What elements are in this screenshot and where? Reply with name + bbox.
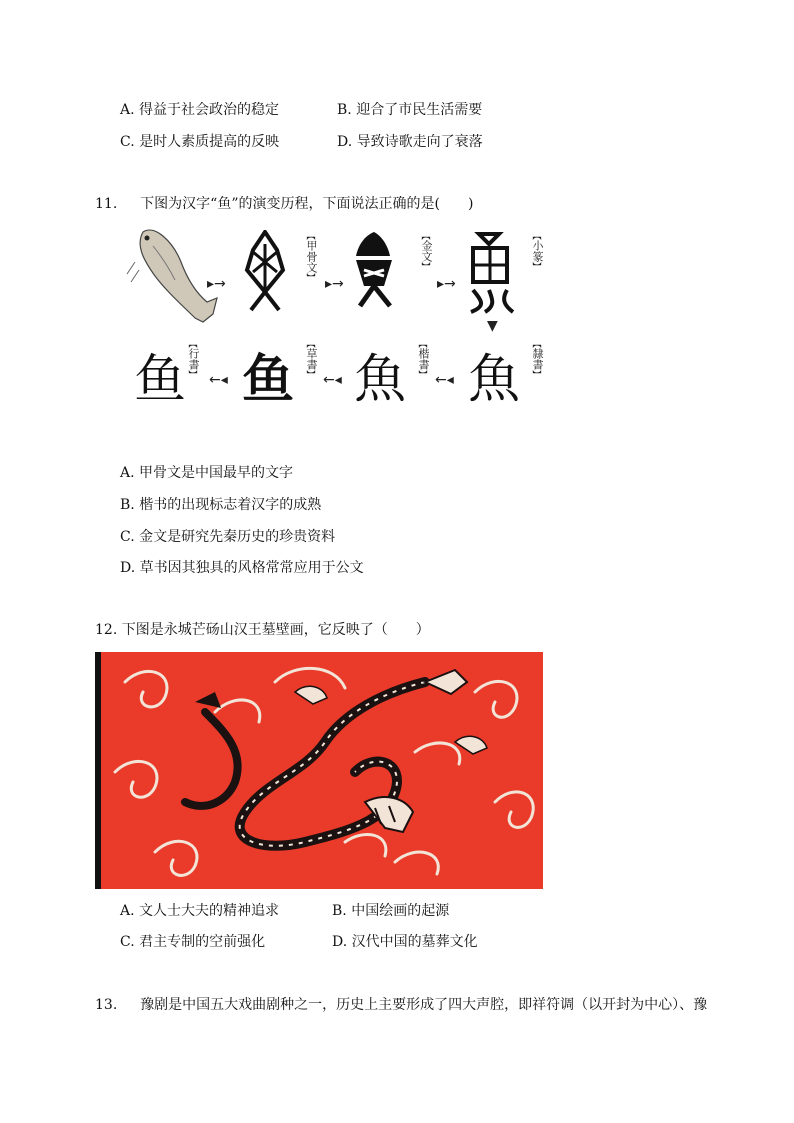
- cursive-script-glyph: 鱼: [241, 350, 294, 410]
- tag-clerical: ︻ 隸書 ︼: [531, 340, 544, 381]
- arrow-right-icon: ▸→: [437, 276, 456, 292]
- q10-option-d: [337, 132, 483, 152]
- tag-regular: ︻ 楷書 ︼: [417, 340, 430, 381]
- tag-regular-label: 楷書: [417, 348, 430, 370]
- q12-option-b-text: 中国绘画的起源: [351, 903, 450, 919]
- arrow-down-icon: ▼: [487, 318, 498, 334]
- q10-option-a: [120, 100, 279, 120]
- q12-option-b: [332, 901, 449, 921]
- q10-option-a-text: 得益于社会政治的稳定: [139, 102, 280, 118]
- q12-stem: [95, 620, 430, 640]
- fish-drawing-icon: [125, 222, 220, 332]
- q11-option-d: [120, 558, 364, 578]
- small-seal-fish-glyph: [465, 228, 515, 314]
- regular-script-glyph: 魚: [353, 350, 406, 410]
- oracle-bone-fish-glyph: [243, 230, 287, 312]
- q10-option-b-letter: B.: [337, 102, 352, 118]
- q11-option-b: [120, 495, 321, 515]
- tag-bronze-label: 金文: [420, 240, 433, 262]
- q11-option-c-letter: C.: [120, 529, 135, 545]
- clerical-script-glyph: 魚: [467, 350, 520, 410]
- q13-stem-text: 豫剧是中国五大戏曲剧种之一，历史上主要形成了四大声腔，即祥符调（以开封为中心）、豫: [140, 997, 708, 1013]
- q11-option-a-text: 甲骨文是中国最早的文字: [139, 465, 294, 481]
- han-tomb-mural-image: [95, 652, 543, 889]
- bronze-script-fish-glyph: [350, 230, 398, 310]
- q11-option-b-text: 楷书的出现标志着汉字的成熟: [139, 497, 322, 513]
- q10-option-b: [337, 100, 482, 120]
- q10-option-b-text: 迎合了市民生活需要: [356, 102, 483, 118]
- q12-option-c: [120, 932, 265, 952]
- q12-option-a-text: 文人士大夫的精神追求: [139, 903, 280, 919]
- q10-option-c: [120, 132, 279, 152]
- q10-option-d-text: 导致诗歌走向了衰落: [356, 134, 483, 150]
- tag-small-seal-label: 小篆: [531, 240, 544, 262]
- q12-stem-text: 下图是永城芒砀山汉王墓壁画，它反映了（ ）: [121, 622, 430, 638]
- tag-oracle-bone-label: 甲骨文: [305, 240, 318, 273]
- q12-option-c-letter: C.: [120, 934, 135, 950]
- tag-running-label: 行書: [187, 348, 200, 370]
- tag-clerical-label: 隸書: [531, 348, 544, 370]
- q12-option-b-letter: B.: [332, 903, 347, 919]
- q13-number: 13.: [95, 997, 118, 1013]
- running-script-glyph: 鱼: [133, 350, 186, 410]
- q10-option-c-text: 是时人素质提高的反映: [139, 134, 280, 150]
- q11-option-b-letter: B.: [120, 497, 135, 513]
- tag-small-seal: ︻ 小篆 ︼: [531, 232, 544, 273]
- q11-option-a-letter: A.: [120, 465, 135, 481]
- tag-oracle-bone: ︻ 甲骨文 ︼: [305, 232, 318, 284]
- q11-option-a: [120, 463, 293, 483]
- q11-option-d-text: 草书因其独具的风格常常应用于公文: [139, 560, 364, 576]
- q12-option-a: [120, 901, 279, 921]
- q13-stem: [95, 995, 707, 1015]
- q12-option-d-text: 汉代中国的墓葬文化: [351, 934, 478, 950]
- q10-option-a-letter: A.: [120, 102, 135, 118]
- fish-character-evolution-figure: [125, 222, 555, 422]
- tag-running: ︻ 行書 ︼: [187, 340, 200, 381]
- q12-option-a-letter: A.: [120, 903, 135, 919]
- q11-option-d-letter: D.: [120, 560, 136, 576]
- tag-bronze: ︻ 金文 ︼: [420, 232, 433, 273]
- q11-option-c-text: 金文是研究先秦历史的珍贵资料: [139, 529, 336, 545]
- dragon-mural-illustration: [95, 652, 543, 889]
- arrow-left-icon: ←◂: [435, 372, 454, 388]
- q12-option-d-letter: D.: [332, 934, 348, 950]
- q10-option-d-letter: D.: [337, 134, 353, 150]
- q11-stem-text: 下图为汉字“鱼”的演变历程，下面说法正确的是( ): [140, 196, 474, 212]
- arrow-left-icon: ←◂: [323, 372, 342, 388]
- q11-number: 11.: [95, 196, 118, 212]
- tag-cursive: ︻ 草書 ︼: [305, 340, 318, 381]
- q10-option-c-letter: C.: [120, 134, 135, 150]
- arrow-left-icon: ←◂: [209, 372, 228, 388]
- q11-option-c: [120, 527, 335, 547]
- q12-number: 12.: [95, 622, 118, 638]
- q11-stem: [95, 194, 473, 214]
- arrow-right-icon: ▸→: [207, 276, 226, 292]
- q12-option-c-text: 君主专制的空前强化: [139, 934, 266, 950]
- tag-cursive-label: 草書: [305, 348, 318, 370]
- q12-option-d: [332, 932, 478, 952]
- arrow-right-icon: ▸→: [325, 276, 344, 292]
